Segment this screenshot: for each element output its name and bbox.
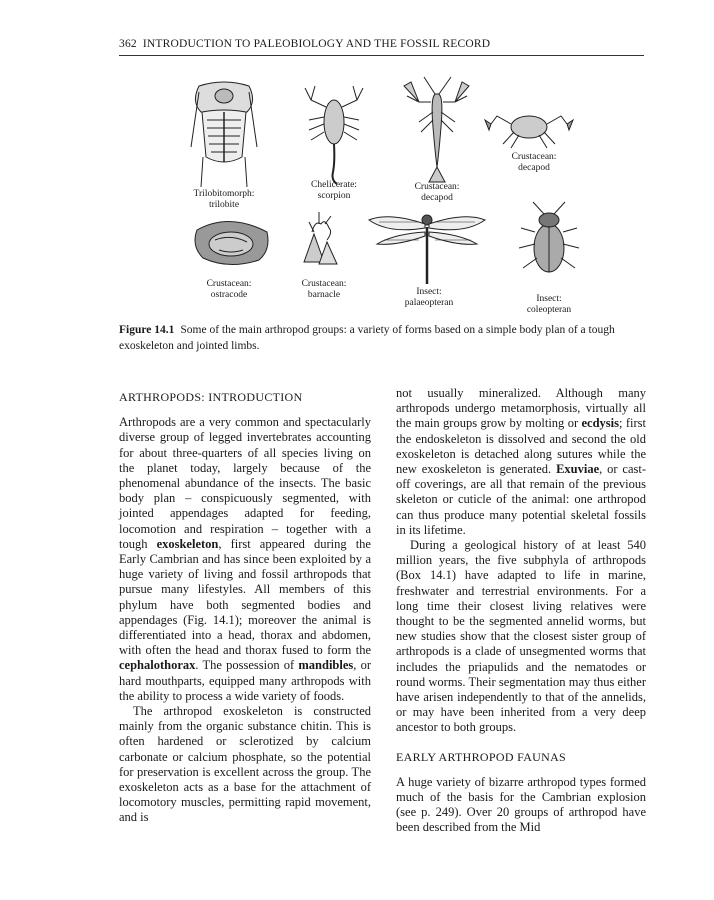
paragraph xyxy=(396,386,646,538)
label-barnacle-text: Crustacean: barnacle xyxy=(301,279,347,300)
figure-caption xyxy=(119,322,644,354)
label-beetle xyxy=(499,294,599,316)
figure-arthropods xyxy=(119,72,644,317)
right-column xyxy=(396,386,646,836)
text-run: , first appeared during the Early Cambrian and has since been exploited by a huge variety of living and fossil arthropods that pursue many lifestyles. All members of this phylum have both segmented bodies and appendages (Fig. 14.1); moreover the animal is differentiated into a head, thorax and abdomen, with often the head and thorax fused to form the xyxy=(119,536,371,658)
paragraph: A huge variety of bizarre arthropod types formed much of the basis for the Cambrian explosion (see p. 249). Over 20 groups of arthropod have been described from the Mid xyxy=(396,774,646,835)
left-column xyxy=(119,390,371,826)
ostracode-drawing xyxy=(195,221,268,264)
lobster-drawing xyxy=(404,77,469,182)
header-rule xyxy=(119,55,644,56)
term-mandibles: mandibles xyxy=(298,658,354,673)
term-exuviae: Exuviae xyxy=(556,462,600,477)
label-barnacle xyxy=(279,279,369,301)
caption-number: Figure 14.1 xyxy=(119,324,175,336)
running-head xyxy=(119,38,644,50)
paragraph: During a geological history of at least 540 million years, the five subphyla of arthropods (Box 14.1) have adapted to life in marine, freshwater and terrestrial environments. For a long time their closest living relatives were thought to be the segmented annelid worms, but new studies show that the closest sister group of arthropods is a clade of unsegmented worms that includes the priapulids and the nematodes or round worms. Their segmentation may thus either have arisen independently to that of the annelids, or may have been inherited from a very deep ancestor to both groups. xyxy=(396,538,646,735)
label-trilobite xyxy=(169,189,279,211)
caption-text: Some of the main arthropod groups: a variety of forms based on a simple body plan of a tough exoskeleton and jointed limbs. xyxy=(119,324,615,352)
text-run: . The possession of xyxy=(195,658,299,673)
label-crab-text: Crustacean: decapod xyxy=(511,152,557,173)
text-run: not usually mineralized. Although many arthropods undergo metamorphosis, virtually all the main groups grow by molting or xyxy=(396,386,646,431)
running-title: INTRODUCTION TO PALEOBIOLOGY AND THE FOSSIL RECORD xyxy=(142,38,491,50)
label-ostracode-text: Crustacean: ostracode xyxy=(206,279,252,300)
crab-drawing xyxy=(485,116,573,148)
label-lobster-text: Crustacean: decapod xyxy=(414,182,460,203)
beetle-drawing xyxy=(519,202,579,272)
label-lobster xyxy=(387,182,487,204)
section-heading-intro: ARTHROPODS: INTRODUCTION xyxy=(119,390,303,404)
label-scorpion xyxy=(289,180,379,202)
term-exoskeleton: exoskeleton xyxy=(156,536,219,551)
term-ecdysis: ecdysis xyxy=(581,416,619,431)
term-cephalothorax: cephalothorax xyxy=(119,658,196,673)
dragonfly-drawing xyxy=(369,215,485,284)
barnacle-drawing xyxy=(304,212,337,264)
label-beetle-text: Insect: coleopteran xyxy=(526,294,572,315)
paragraph: The arthropod exoskeleton is constructed mainly from the organic substance chitin. This is often hardened or sclerotized by calcium carbonate or calcium phosphate, so the potential for preservation is excellent across the group. The exoskeleton acts as a base for the attachment of locomotory muscles, permitting rapid movement, and is xyxy=(119,704,371,825)
page-number: 362 xyxy=(119,38,137,50)
text-run: , or cast-off coverings, are all that remain of the previous skeleton or cuticle of the animal: one arthropod can thus produce many potential skeletal fossils in its lifetime. xyxy=(396,462,646,537)
trilobite-drawing xyxy=(191,82,257,187)
spacer xyxy=(396,736,646,750)
text-run: Arthropods are a very common and spectacularly diverse group of legged invertebrates accounting for about three-quarters of all species living on the planet today, largely because of the phenomenal abundance of the insects. The basic body plan – conspicuously segmented, with jointed appendages adapted for feeding, locomotion and respiration – together with a tough xyxy=(119,415,371,551)
label-scorpion-text: Chelicerate: scorpion xyxy=(311,180,357,201)
label-dragonfly xyxy=(379,287,479,309)
label-trilobite-text: Trilobitomorph: trilobite xyxy=(193,189,255,210)
label-dragonfly-text: Insect: palaeopteran xyxy=(404,287,454,308)
scorpion-drawing xyxy=(305,86,363,184)
paragraph xyxy=(119,415,371,704)
text-run: ; first the endoskeleton is dissolved and second the old exoskeleton is detached along sutures while the new exoskeleton is generated. xyxy=(396,416,646,477)
section-heading-early-faunas: EARLY ARTHROPOD FAUNAS xyxy=(396,749,567,764)
label-crab xyxy=(484,152,584,174)
label-ostracode xyxy=(179,279,279,301)
text-run: , or hard mouthparts, equipped many arthropods with the ability to process a wide variety of foods. xyxy=(119,658,371,703)
